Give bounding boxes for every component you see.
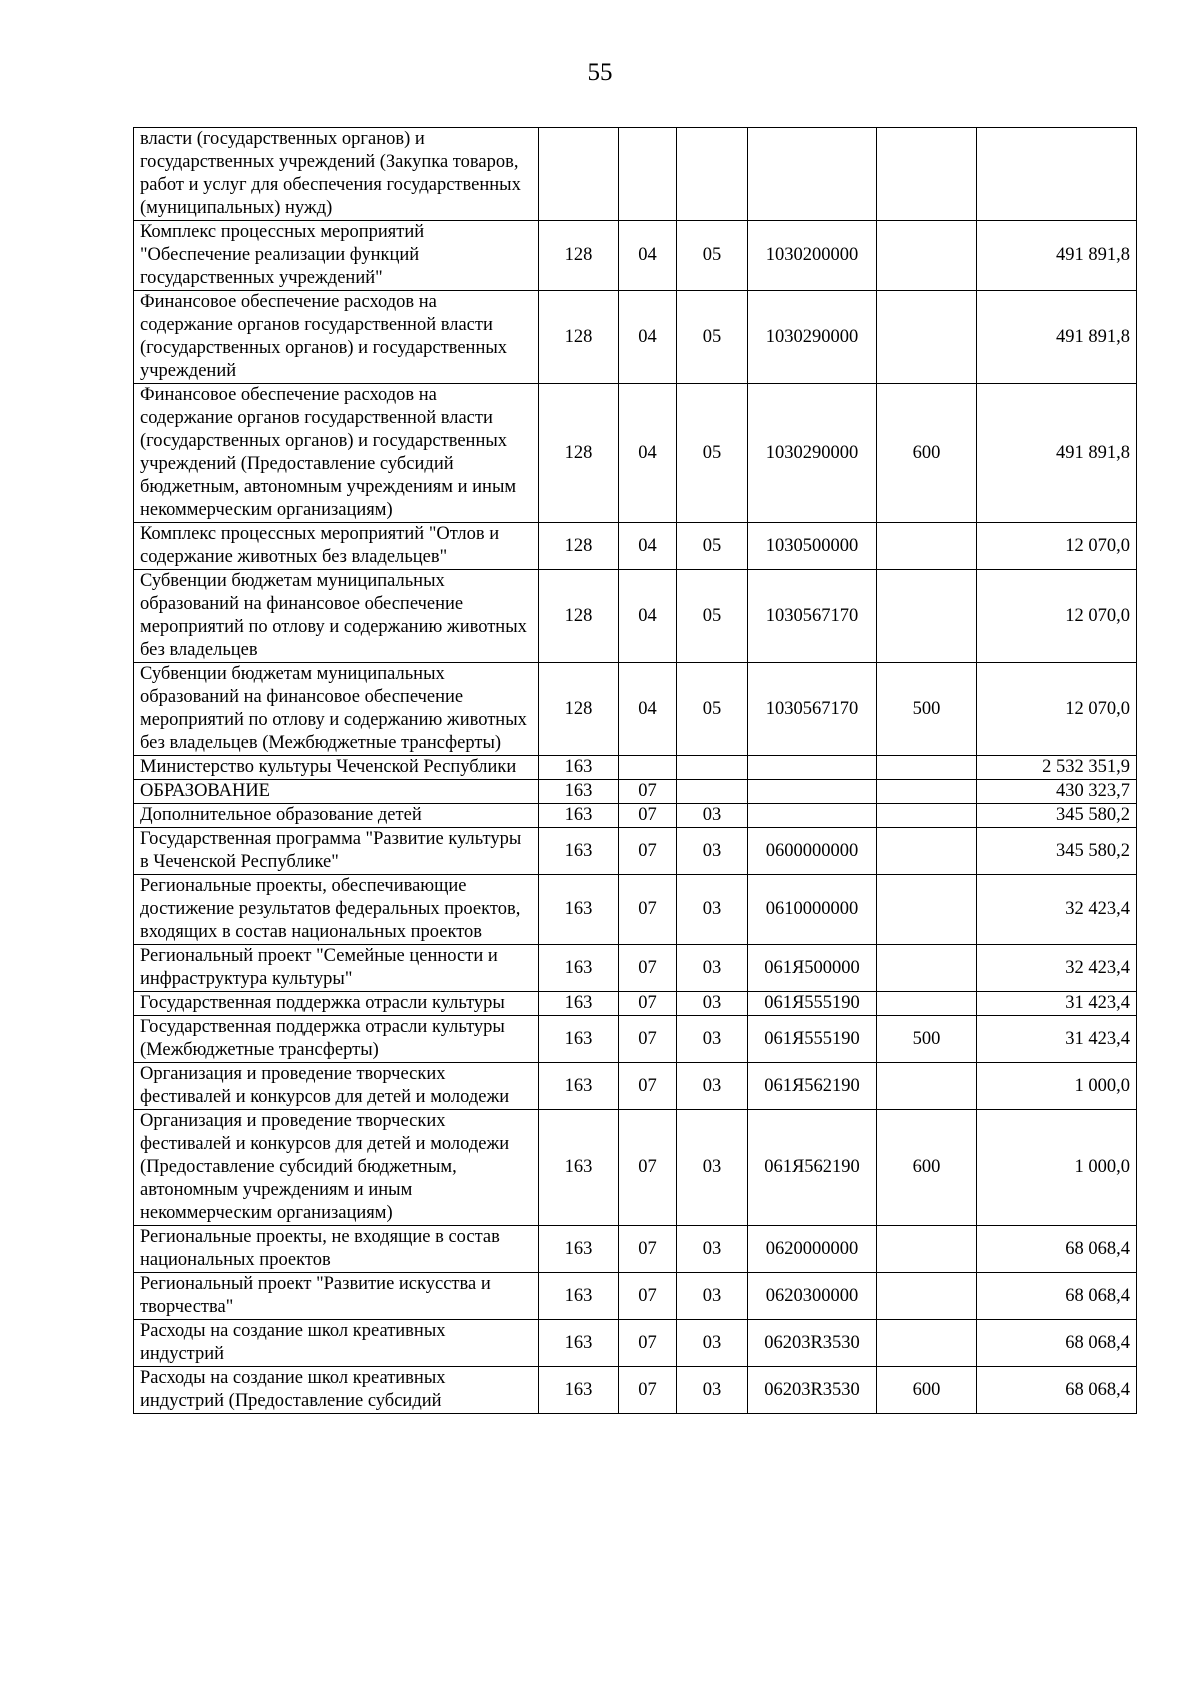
row-expense-type-cell bbox=[877, 992, 977, 1016]
row-section-cell: 04 bbox=[619, 663, 677, 756]
row-amount-cell: 1 000,0 bbox=[977, 1110, 1137, 1226]
row-expense-type-cell bbox=[877, 945, 977, 992]
row-section-cell: 07 bbox=[619, 1110, 677, 1226]
row-gr-code-cell: 128 bbox=[539, 663, 619, 756]
table-row bbox=[134, 1063, 1137, 1110]
row-name-cell: Региональный проект "Семейные ценности и инфраструктура культуры" bbox=[134, 945, 539, 992]
row-subsection-cell: 03 bbox=[677, 1320, 748, 1367]
row-expense-type-cell bbox=[877, 128, 977, 221]
row-gr-code-cell: 128 bbox=[539, 221, 619, 291]
row-target-article-cell: 1030290000 bbox=[748, 384, 877, 523]
row-name-cell: Государственная программа "Развитие культуры в Чеченской Республике" bbox=[134, 828, 539, 875]
table-row bbox=[134, 221, 1137, 291]
row-section-cell: 04 bbox=[619, 570, 677, 663]
row-subsection-cell: 05 bbox=[677, 221, 748, 291]
row-subsection-cell: 03 bbox=[677, 804, 748, 828]
row-target-article-cell: 061Я555190 bbox=[748, 1016, 877, 1063]
row-target-article-cell: 1030200000 bbox=[748, 221, 877, 291]
row-section-cell bbox=[619, 128, 677, 221]
row-subsection-cell: 03 bbox=[677, 1273, 748, 1320]
row-gr-code-cell: 163 bbox=[539, 780, 619, 804]
page-number: 55 bbox=[587, 59, 613, 86]
row-amount-cell: 12 070,0 bbox=[977, 570, 1137, 663]
row-amount-cell: 12 070,0 bbox=[977, 663, 1137, 756]
row-section-cell: 07 bbox=[619, 1320, 677, 1367]
table-row bbox=[134, 875, 1137, 945]
row-expense-type-cell bbox=[877, 1273, 977, 1320]
row-target-article-cell bbox=[748, 756, 877, 780]
row-gr-code-cell: 128 bbox=[539, 384, 619, 523]
row-section-cell: 07 bbox=[619, 1273, 677, 1320]
row-name-cell: Субвенции бюджетам муниципальных образований на финансовое обеспечение мероприятий по отлову и содержанию животных без владельцев (Межбюджетные трансферты) bbox=[134, 663, 539, 756]
row-amount-cell: 491 891,8 bbox=[977, 291, 1137, 384]
table-row bbox=[134, 1273, 1137, 1320]
row-target-article-cell: 0610000000 bbox=[748, 875, 877, 945]
table-row bbox=[134, 828, 1137, 875]
row-name-cell: Финансовое обеспечение расходов на содержание органов государственной власти (государственных органов) и государственных учреждений (Предоставление субсидий бюджетным, автономным учреждениям и иным некоммерческим организациям) bbox=[134, 384, 539, 523]
row-amount-cell: 491 891,8 bbox=[977, 221, 1137, 291]
row-gr-code-cell: 163 bbox=[539, 992, 619, 1016]
row-subsection-cell: 05 bbox=[677, 384, 748, 523]
row-section-cell: 07 bbox=[619, 1016, 677, 1063]
row-name-cell: Комплекс процессных мероприятий "Отлов и содержание животных без владельцев" bbox=[134, 523, 539, 570]
table-row bbox=[134, 804, 1137, 828]
row-target-article-cell: 061Я555190 bbox=[748, 992, 877, 1016]
row-target-article-cell: 061Я500000 bbox=[748, 945, 877, 992]
row-expense-type-cell bbox=[877, 875, 977, 945]
row-section-cell: 07 bbox=[619, 828, 677, 875]
row-section-cell: 07 bbox=[619, 1063, 677, 1110]
row-target-article-cell: 06203R3530 bbox=[748, 1367, 877, 1414]
row-expense-type-cell bbox=[877, 780, 977, 804]
row-gr-code-cell: 163 bbox=[539, 945, 619, 992]
table-row bbox=[134, 1226, 1137, 1273]
row-gr-code-cell: 163 bbox=[539, 1016, 619, 1063]
row-amount-cell: 345 580,2 bbox=[977, 804, 1137, 828]
row-subsection-cell: 03 bbox=[677, 1226, 748, 1273]
table-row bbox=[134, 992, 1137, 1016]
row-subsection-cell: 03 bbox=[677, 945, 748, 992]
row-name-cell: Государственная поддержка отрасли культуры bbox=[134, 992, 539, 1016]
row-target-article-cell: 061Я562190 bbox=[748, 1063, 877, 1110]
row-subsection-cell bbox=[677, 756, 748, 780]
table-row bbox=[134, 1320, 1137, 1367]
row-expense-type-cell: 600 bbox=[877, 1367, 977, 1414]
row-amount-cell: 32 423,4 bbox=[977, 875, 1137, 945]
row-section-cell: 04 bbox=[619, 291, 677, 384]
row-expense-type-cell: 500 bbox=[877, 663, 977, 756]
budget-table-body bbox=[134, 128, 1137, 1414]
row-target-article-cell: 0620300000 bbox=[748, 1273, 877, 1320]
row-section-cell: 07 bbox=[619, 804, 677, 828]
row-target-article-cell: 0600000000 bbox=[748, 828, 877, 875]
row-expense-type-cell: 600 bbox=[877, 1110, 977, 1226]
row-target-article-cell: 1030500000 bbox=[748, 523, 877, 570]
row-expense-type-cell: 600 bbox=[877, 384, 977, 523]
row-target-article-cell: 061Я562190 bbox=[748, 1110, 877, 1226]
row-name-cell: Комплекс процессных мероприятий "Обеспечение реализации функций государственных учреждений" bbox=[134, 221, 539, 291]
row-gr-code-cell: 163 bbox=[539, 875, 619, 945]
row-subsection-cell: 03 bbox=[677, 1367, 748, 1414]
row-amount-cell: 68 068,4 bbox=[977, 1320, 1137, 1367]
budget-table bbox=[133, 127, 1137, 1414]
row-expense-type-cell bbox=[877, 1320, 977, 1367]
row-expense-type-cell bbox=[877, 804, 977, 828]
row-name-cell: Региональный проект "Развитие искусства и творчества" bbox=[134, 1273, 539, 1320]
row-gr-code-cell: 128 bbox=[539, 570, 619, 663]
row-section-cell: 04 bbox=[619, 221, 677, 291]
row-amount-cell: 12 070,0 bbox=[977, 523, 1137, 570]
row-gr-code-cell: 163 bbox=[539, 804, 619, 828]
row-name-cell: Региональные проекты, обеспечивающие достижение результатов федеральных проектов, входящих в состав национальных проектов bbox=[134, 875, 539, 945]
row-gr-code-cell: 163 bbox=[539, 1367, 619, 1414]
row-target-article-cell: 06203R3530 bbox=[748, 1320, 877, 1367]
row-gr-code-cell: 128 bbox=[539, 523, 619, 570]
row-subsection-cell: 05 bbox=[677, 663, 748, 756]
row-section-cell: 07 bbox=[619, 1226, 677, 1273]
row-name-cell: Субвенции бюджетам муниципальных образований на финансовое обеспечение мероприятий по отлову и содержанию животных без владельцев bbox=[134, 570, 539, 663]
table-row bbox=[134, 756, 1137, 780]
table-row bbox=[134, 291, 1137, 384]
row-expense-type-cell bbox=[877, 221, 977, 291]
row-section-cell: 04 bbox=[619, 384, 677, 523]
row-gr-code-cell bbox=[539, 128, 619, 221]
row-section-cell: 07 bbox=[619, 992, 677, 1016]
row-gr-code-cell: 163 bbox=[539, 1273, 619, 1320]
row-name-cell: Организация и проведение творческих фестивалей и конкурсов для детей и молодежи (Предоставление субсидий бюджетным, автономным учреждениям и иным некоммерческим организациям) bbox=[134, 1110, 539, 1226]
row-name-cell: Министерство культуры Чеченской Республики bbox=[134, 756, 539, 780]
row-subsection-cell bbox=[677, 780, 748, 804]
row-subsection-cell: 03 bbox=[677, 1016, 748, 1063]
row-name-cell: Расходы на создание школ креативных индустрий (Предоставление субсидий bbox=[134, 1367, 539, 1414]
row-subsection-cell: 05 bbox=[677, 523, 748, 570]
row-amount-cell: 68 068,4 bbox=[977, 1367, 1137, 1414]
table-row bbox=[134, 1016, 1137, 1063]
row-name-cell: Финансовое обеспечение расходов на содержание органов государственной власти (государственных органов) и государственных учреждений bbox=[134, 291, 539, 384]
table-row bbox=[134, 1110, 1137, 1226]
row-subsection-cell: 03 bbox=[677, 875, 748, 945]
row-name-cell: Дополнительное образование детей bbox=[134, 804, 539, 828]
row-gr-code-cell: 128 bbox=[539, 291, 619, 384]
row-subsection-cell: 05 bbox=[677, 570, 748, 663]
table-row bbox=[134, 523, 1137, 570]
row-expense-type-cell bbox=[877, 828, 977, 875]
row-amount-cell bbox=[977, 128, 1137, 221]
row-gr-code-cell: 163 bbox=[539, 1320, 619, 1367]
row-amount-cell: 491 891,8 bbox=[977, 384, 1137, 523]
row-gr-code-cell: 163 bbox=[539, 828, 619, 875]
row-amount-cell: 430 323,7 bbox=[977, 780, 1137, 804]
row-name-cell: Организация и проведение творческих фестивалей и конкурсов для детей и молодежи bbox=[134, 1063, 539, 1110]
row-gr-code-cell: 163 bbox=[539, 756, 619, 780]
row-section-cell: 07 bbox=[619, 875, 677, 945]
row-amount-cell: 32 423,4 bbox=[977, 945, 1137, 992]
row-target-article-cell bbox=[748, 804, 877, 828]
table-row bbox=[134, 570, 1137, 663]
row-name-cell: власти (государственных органов) и государственных учреждений (Закупка товаров, работ и услуг для обеспечения государственных (муниципальных) нужд) bbox=[134, 128, 539, 221]
row-section-cell: 04 bbox=[619, 523, 677, 570]
row-amount-cell: 31 423,4 bbox=[977, 992, 1137, 1016]
row-gr-code-cell: 163 bbox=[539, 1110, 619, 1226]
row-gr-code-cell: 163 bbox=[539, 1226, 619, 1273]
row-expense-type-cell bbox=[877, 570, 977, 663]
row-expense-type-cell: 500 bbox=[877, 1016, 977, 1063]
row-amount-cell: 68 068,4 bbox=[977, 1226, 1137, 1273]
table-row bbox=[134, 945, 1137, 992]
table-row bbox=[134, 1367, 1137, 1414]
row-subsection-cell: 03 bbox=[677, 1063, 748, 1110]
row-section-cell: 07 bbox=[619, 945, 677, 992]
row-target-article-cell: 1030567170 bbox=[748, 570, 877, 663]
row-target-article-cell: 1030567170 bbox=[748, 663, 877, 756]
row-name-cell: Расходы на создание школ креативных индустрий bbox=[134, 1320, 539, 1367]
row-subsection-cell: 03 bbox=[677, 828, 748, 875]
row-expense-type-cell bbox=[877, 756, 977, 780]
table-row bbox=[134, 780, 1137, 804]
row-expense-type-cell bbox=[877, 1226, 977, 1273]
row-expense-type-cell bbox=[877, 1063, 977, 1110]
row-name-cell: ОБРАЗОВАНИЕ bbox=[134, 780, 539, 804]
row-amount-cell: 1 000,0 bbox=[977, 1063, 1137, 1110]
row-name-cell: Региональные проекты, не входящие в состав национальных проектов bbox=[134, 1226, 539, 1273]
row-expense-type-cell bbox=[877, 291, 977, 384]
row-target-article-cell bbox=[748, 128, 877, 221]
row-subsection-cell: 03 bbox=[677, 1110, 748, 1226]
row-amount-cell: 345 580,2 bbox=[977, 828, 1137, 875]
row-section-cell bbox=[619, 756, 677, 780]
table-row bbox=[134, 663, 1137, 756]
row-section-cell: 07 bbox=[619, 1367, 677, 1414]
row-subsection-cell bbox=[677, 128, 748, 221]
row-name-cell: Государственная поддержка отрасли культуры (Межбюджетные трансферты) bbox=[134, 1016, 539, 1063]
row-section-cell: 07 bbox=[619, 780, 677, 804]
row-target-article-cell: 0620000000 bbox=[748, 1226, 877, 1273]
table-row bbox=[134, 384, 1137, 523]
row-amount-cell: 31 423,4 bbox=[977, 1016, 1137, 1063]
row-amount-cell: 2 532 351,9 bbox=[977, 756, 1137, 780]
row-gr-code-cell: 163 bbox=[539, 1063, 619, 1110]
row-target-article-cell: 1030290000 bbox=[748, 291, 877, 384]
row-subsection-cell: 03 bbox=[677, 992, 748, 1016]
row-target-article-cell bbox=[748, 780, 877, 804]
row-amount-cell: 68 068,4 bbox=[977, 1273, 1137, 1320]
row-expense-type-cell bbox=[877, 523, 977, 570]
row-subsection-cell: 05 bbox=[677, 291, 748, 384]
table-row bbox=[134, 128, 1137, 221]
